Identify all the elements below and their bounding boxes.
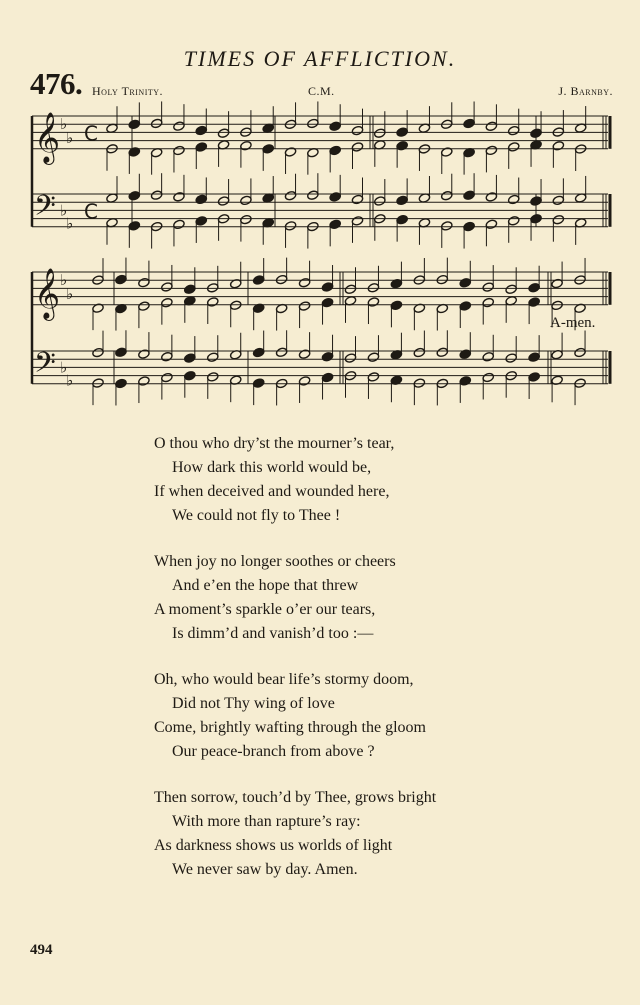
note-head — [463, 221, 475, 232]
note-head — [482, 297, 494, 308]
note-head — [552, 141, 564, 152]
note-head — [367, 352, 379, 363]
verse-line: Come, brightly wafting through the gloom — [154, 719, 426, 736]
note-head — [459, 277, 471, 288]
note-head — [413, 347, 425, 358]
note-head — [396, 127, 408, 138]
stanza-4 — [0, 786, 640, 882]
note-head — [528, 352, 540, 363]
note-head — [207, 283, 219, 294]
note-head — [207, 352, 219, 363]
note-head — [552, 195, 564, 206]
note-head — [115, 347, 127, 358]
note-head — [507, 125, 519, 136]
note-head — [329, 145, 341, 156]
note-head — [92, 378, 104, 389]
note-head — [441, 221, 453, 232]
note-head — [298, 376, 310, 387]
verse-line: Our peace-branch from above ? — [172, 743, 375, 760]
note-head — [184, 284, 196, 295]
note-head — [173, 219, 185, 230]
note-head — [463, 118, 475, 129]
note-head — [275, 274, 287, 285]
note-head — [298, 301, 310, 312]
note-head — [173, 145, 185, 156]
flat-sign-icon: ♭ — [66, 129, 74, 148]
note-head — [530, 128, 542, 139]
note-head — [252, 347, 264, 358]
note-head — [240, 195, 252, 206]
note-head — [396, 140, 408, 151]
note-head — [528, 297, 540, 308]
music-score — [0, 0, 640, 420]
note-head — [138, 277, 150, 288]
note-head — [321, 372, 333, 383]
note-head — [298, 349, 310, 360]
stanza-3 — [0, 668, 640, 764]
note-head — [128, 119, 140, 130]
note-head — [128, 147, 140, 158]
verse-line: A moment’s sparkle o’er our tears, — [154, 601, 376, 618]
note-head — [161, 372, 173, 383]
note-head — [396, 195, 408, 206]
note-head — [459, 376, 471, 387]
note-head — [195, 194, 207, 205]
flat-sign-icon: ♭ — [60, 115, 68, 134]
note-head — [150, 118, 162, 129]
note-head — [252, 275, 264, 286]
verse-line: Then sorrow, touch’d by Thee, grows bright — [154, 789, 437, 806]
flat-sign-icon: ♭ — [60, 358, 68, 377]
note-head — [528, 372, 540, 383]
verse-line: Oh, who would bear life’s stormy doom, — [154, 671, 414, 688]
note-head — [128, 190, 140, 201]
note-head — [207, 297, 219, 308]
note-head — [507, 216, 519, 227]
verse-line: And e’en the hope that threw — [172, 577, 359, 594]
note-head — [138, 376, 150, 387]
note-head — [262, 144, 274, 155]
note-head — [298, 277, 310, 288]
composer: J. Barnby. — [558, 84, 613, 98]
note-head — [138, 349, 150, 360]
note-head — [329, 192, 341, 203]
note-head — [574, 347, 586, 358]
verse-line: As darkness shows us worlds of light — [154, 837, 393, 854]
note-head — [367, 297, 379, 308]
note-head — [173, 121, 185, 132]
note-head — [374, 196, 386, 207]
note-head — [128, 221, 140, 232]
verse-line: We never saw by day. Amen. — [172, 861, 358, 878]
meter: C.M. — [308, 84, 335, 98]
flat-sign-icon: ♭ — [60, 201, 68, 220]
note-head — [507, 194, 519, 205]
note-head — [321, 282, 333, 293]
verse-line: If when deceived and wounded here, — [154, 483, 390, 500]
note-head — [161, 351, 173, 362]
note-head — [485, 145, 497, 156]
note-head — [321, 351, 333, 362]
flat-sign-icon: ♭ — [60, 271, 68, 290]
note-head — [351, 194, 363, 205]
note-head — [195, 142, 207, 153]
note-head — [351, 125, 363, 136]
note-head — [482, 372, 494, 383]
running-head: TIMES OF AFFLICTION. — [183, 46, 457, 71]
flat-sign-icon: ♭ — [66, 214, 74, 233]
verse-line: Is dimm’d and vanish’d too :— — [172, 625, 374, 642]
note-head — [528, 282, 540, 293]
amen-lyric: A-men. — [550, 315, 596, 331]
note-head — [115, 378, 127, 389]
note-head — [459, 301, 471, 312]
note-head — [307, 190, 319, 201]
note-head — [217, 128, 229, 139]
note-head — [574, 378, 586, 389]
note-head — [173, 192, 185, 203]
note-head — [329, 219, 341, 230]
verse-line: We could not fly to Thee ! — [172, 507, 341, 524]
note-head — [275, 347, 287, 358]
note-head — [195, 216, 207, 227]
page-number: 494 — [30, 942, 53, 958]
note-head — [115, 274, 127, 285]
note-head — [92, 347, 104, 358]
verse-line: When joy no longer soothes or cheers — [154, 553, 396, 570]
note-head — [184, 353, 196, 364]
note-head — [321, 297, 333, 308]
note-head — [240, 214, 252, 225]
hymn-number: 476. — [30, 66, 83, 101]
treble-clef-icon: 𝄞 — [34, 267, 61, 319]
note-head — [344, 353, 356, 364]
note-head — [485, 121, 497, 132]
note-head — [530, 213, 542, 224]
bass-clef-icon: 𝄢 — [34, 189, 56, 230]
note-head — [530, 196, 542, 207]
note-head — [252, 378, 264, 389]
bass-clef-icon: 𝄢 — [34, 346, 56, 387]
note-head — [374, 128, 386, 139]
note-head — [552, 214, 564, 225]
note-head — [390, 300, 402, 311]
common-time-icon: C — [84, 121, 98, 146]
note-head — [396, 214, 408, 225]
note-head — [284, 147, 296, 158]
note-head — [505, 353, 517, 364]
note-head — [240, 140, 252, 151]
note-head — [507, 142, 519, 153]
stanza-2 — [0, 550, 640, 646]
note-head — [482, 351, 494, 362]
note-head — [351, 216, 363, 227]
tune-name: Holy Trinity. — [92, 84, 164, 98]
note-head — [138, 301, 150, 312]
note-head — [505, 284, 517, 295]
note-head — [436, 347, 448, 358]
verse-line: How dark this world would be, — [172, 459, 372, 476]
note-head — [161, 282, 173, 293]
verse-line: With more than rapture’s ray: — [172, 813, 361, 830]
stanza-1 — [0, 432, 640, 528]
note-head — [217, 196, 229, 207]
common-time-icon: C — [84, 199, 98, 224]
note-head — [367, 372, 379, 383]
note-head — [482, 282, 494, 293]
note-head — [284, 221, 296, 232]
note-head — [161, 297, 173, 308]
note-head — [150, 190, 162, 201]
note-head — [441, 190, 453, 201]
note-head — [463, 190, 475, 201]
note-head — [284, 190, 296, 201]
note-head — [459, 349, 471, 360]
note-head — [344, 284, 356, 295]
note-head — [413, 378, 425, 389]
note-head — [195, 125, 207, 136]
hymn-text — [0, 432, 640, 904]
note-head — [351, 142, 363, 153]
note-head — [551, 300, 563, 311]
note-head — [485, 192, 497, 203]
flat-sign-icon: ♭ — [66, 285, 74, 304]
note-head — [367, 282, 379, 293]
treble-clef-icon: 𝄞 — [34, 111, 61, 163]
note-head — [184, 370, 196, 381]
note-head — [207, 372, 219, 383]
note-head — [485, 219, 497, 230]
note-head — [307, 118, 319, 129]
note-head — [436, 274, 448, 285]
note-head — [329, 121, 341, 132]
flat-sign-icon: ♭ — [66, 371, 74, 390]
verse-line: O thou who dry’st the mourner’s tear, — [154, 435, 395, 452]
verse-line: Did not Thy wing of love — [172, 695, 335, 712]
